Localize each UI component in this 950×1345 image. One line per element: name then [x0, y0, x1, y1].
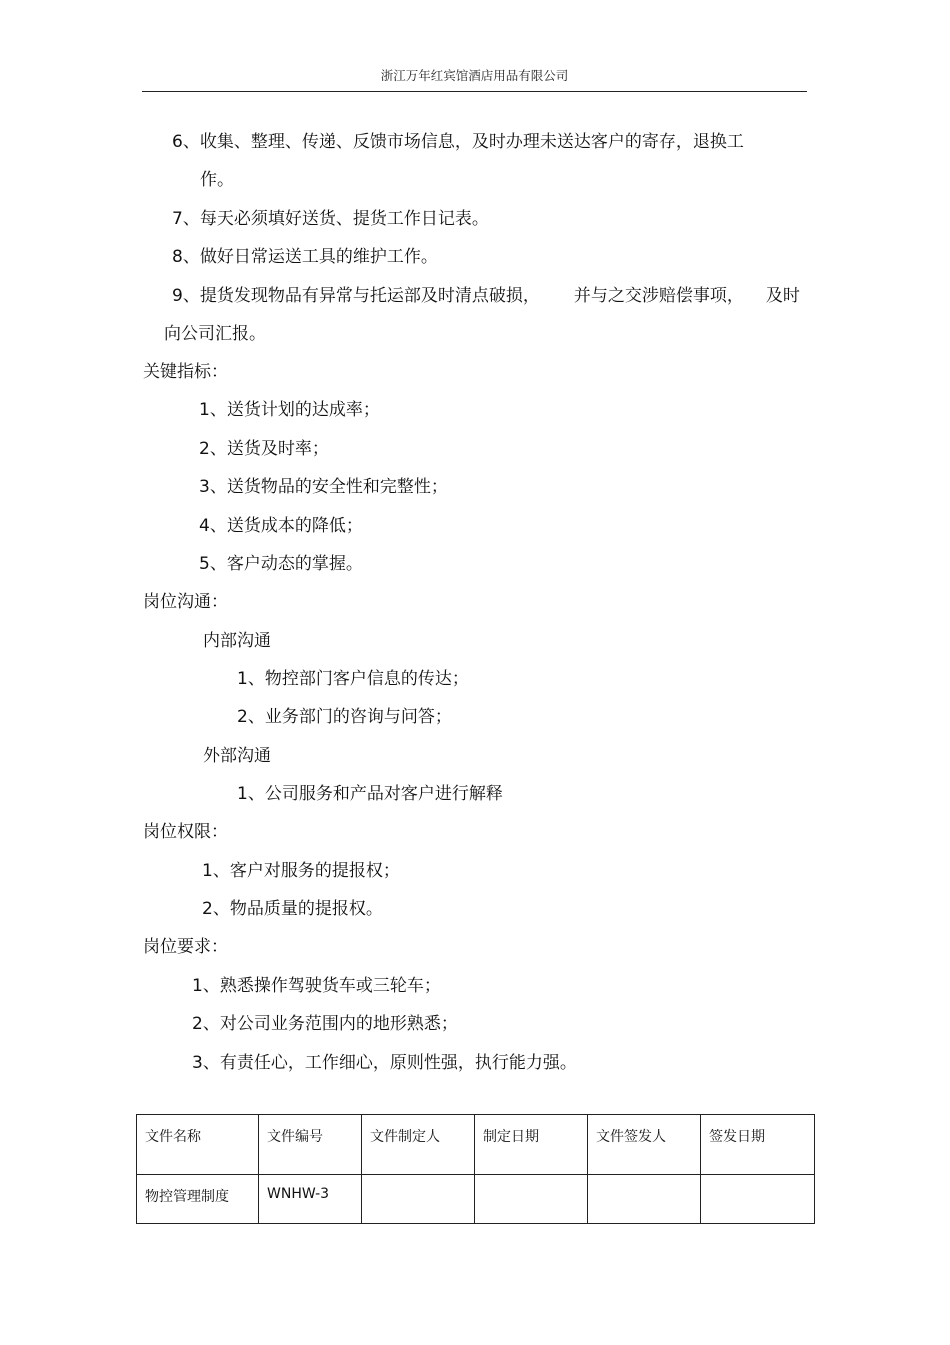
- indicator-item: 5、客户动态的掌握。: [199, 554, 363, 574]
- indicator-item: 4、送货成本的降低；: [199, 516, 363, 536]
- table-header-cell: 文件签发人: [588, 1115, 701, 1175]
- subsection-title-external: 外部沟通: [203, 746, 271, 766]
- table-row: [137, 1175, 815, 1224]
- table-cell: WNHW-3: [259, 1175, 362, 1224]
- internal-comm-item: 1、物控部门客户信息的传达；: [237, 669, 469, 689]
- table-cell: [588, 1175, 701, 1224]
- duty-item-9-part-b: 并与之交涉赔偿事项，: [573, 286, 744, 306]
- table-cell: [475, 1175, 588, 1224]
- duty-item-8: 8、做好日常运送工具的维护工作。: [172, 247, 438, 267]
- requirement-item: 2、对公司业务范围内的地形熟悉；: [192, 1014, 458, 1034]
- requirement-item: 3、有责任心，工作细心，原则性强，执行能力强。: [192, 1053, 577, 1073]
- duty-item-9-line-2: 向公司汇报。: [164, 324, 266, 344]
- duty-item-9-part-a: 9、提货发现物品有异常与托运部及时清点破损，: [172, 286, 540, 306]
- duty-item-6-line-1: 6、收集、整理、传递、反馈市场信息，及时办理未送达客户的寄存，退换工: [172, 132, 744, 152]
- authority-item: 1、客户对服务的提报权；: [202, 861, 400, 881]
- table-header-cell: 签发日期: [701, 1115, 815, 1175]
- duty-item-7: 7、每天必须填好送货、提货工作日记表。: [172, 209, 489, 229]
- external-comm-item: 1、公司服务和产品对客户进行解释: [237, 784, 503, 804]
- duty-item-6-line-2: 作。: [200, 170, 234, 190]
- table-cell: 物控管理制度: [137, 1175, 259, 1224]
- header-divider: [142, 91, 807, 92]
- table-header-cell: 文件名称: [137, 1115, 259, 1175]
- indicator-item: 1、送货计划的达成率；: [199, 400, 380, 420]
- table-header-cell: 文件编号: [259, 1115, 362, 1175]
- page-header-company: 浙江万年红宾馆酒店用品有限公司: [380, 68, 569, 83]
- internal-comm-item: 2、业务部门的咨询与问答；: [237, 707, 452, 727]
- subsection-title-internal: 内部沟通: [203, 631, 271, 651]
- table-header-row: [137, 1115, 815, 1175]
- table-cell: [362, 1175, 475, 1224]
- section-title-communication: 岗位沟通：: [143, 592, 228, 612]
- table-header-cell: 文件制定人: [362, 1115, 475, 1175]
- requirement-item: 1、熟悉操作驾驶货车或三轮车；: [192, 976, 441, 996]
- section-title-requirements: 岗位要求：: [143, 937, 228, 957]
- document-info-table: [136, 1114, 815, 1224]
- authority-item: 2、物品质量的提报权。: [202, 899, 383, 919]
- duty-item-9-line-1: [172, 285, 800, 307]
- section-title-key-indicators: 关键指标：: [143, 362, 228, 382]
- indicator-item: 3、送货物品的安全性和完整性；: [199, 477, 448, 497]
- duty-item-9-part-c: 及时: [765, 286, 800, 306]
- table-cell: [701, 1175, 815, 1224]
- section-title-authority: 岗位权限：: [143, 822, 228, 842]
- table-header-cell: 制定日期: [475, 1115, 588, 1175]
- indicator-item: 2、送货及时率；: [199, 439, 329, 459]
